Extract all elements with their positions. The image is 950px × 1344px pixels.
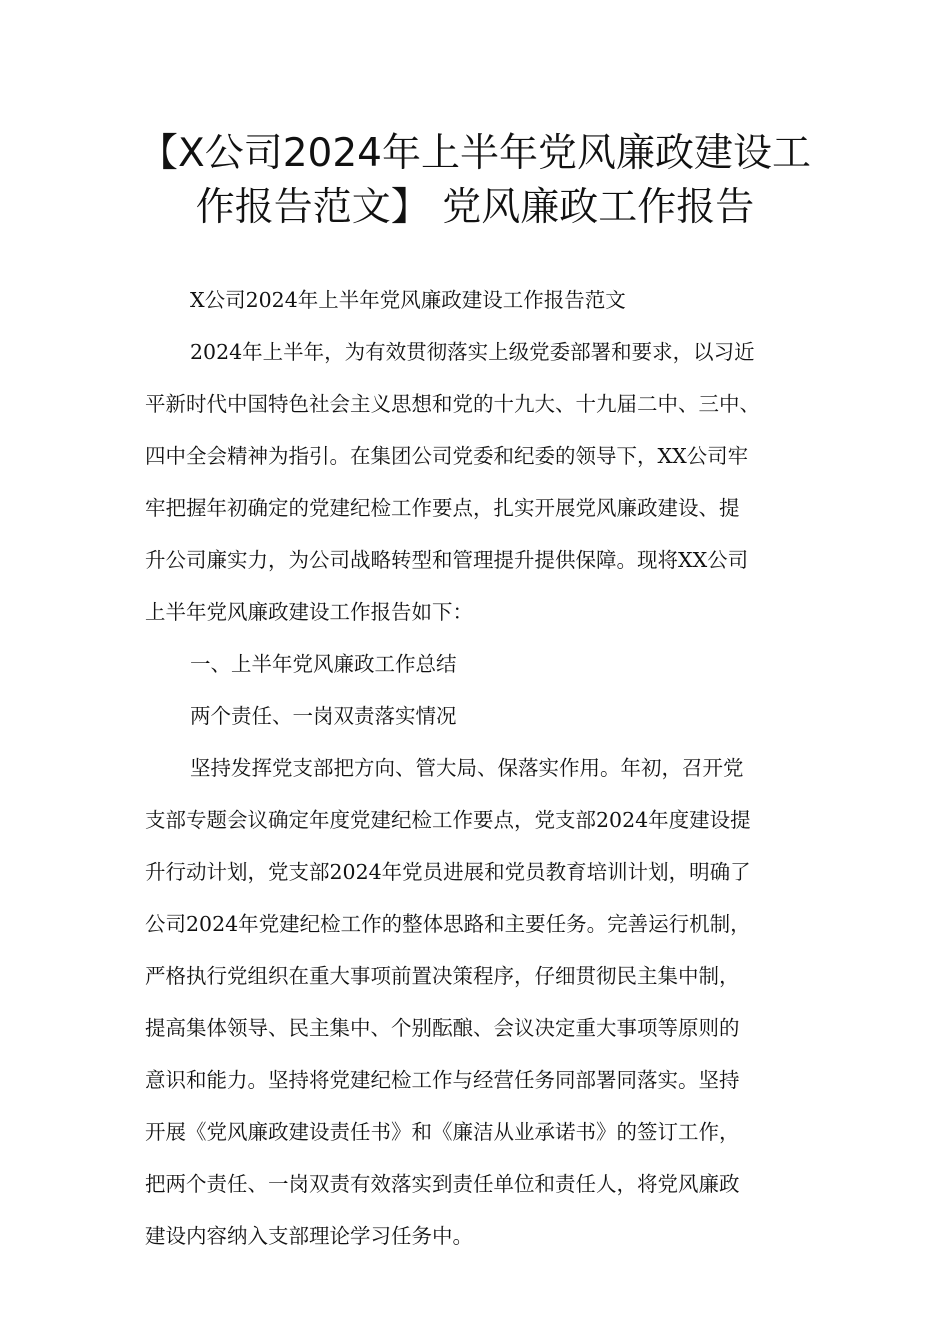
body-line: 升行动计划，党支部2024年党员进展和党员教育培训计划，明确了 <box>145 860 751 884</box>
body-line: 四中全会精神为指引。在集团公司党委和纪委的领导下，XX公司牢 <box>145 444 749 468</box>
subtitle-line: X公司2024年上半年党风廉政建设工作报告范文 <box>190 288 626 312</box>
body-line: 建设内容纳入支部理论学习任务中。 <box>145 1224 473 1248</box>
body-line: 牢把握年初确定的党建纪检工作要点，扎实开展党风廉政建设、提 <box>145 496 740 520</box>
body-line: 2024年上半年，为有效贯彻落实上级党委部署和要求，以习近 <box>190 340 755 364</box>
body-line: 严格执行党组织在重大事项前置决策程序，仔细贯彻民主集中制， <box>145 964 740 988</box>
document-title-line-2: 作报告范文】 党风廉政工作报告 <box>195 185 755 230</box>
body-line: 支部专题会议确定年度党建纪检工作要点，党支部2024年度建设提 <box>145 808 751 832</box>
body-line: 公司2024年党建纪检工作的整体思路和主要任务。完善运行机制， <box>145 912 751 936</box>
body-line: 上半年党风廉政建设工作报告如下： <box>145 600 473 624</box>
section-heading: 一、上半年党风廉政工作总结 <box>190 652 457 676</box>
body-line: 平新时代中国特色社会主义思想和党的十九大、十九届二中、三中、 <box>145 392 760 416</box>
body-line: 提高集体领导、民主集中、个别酝酿、会议决定重大事项等原则的 <box>145 1016 740 1040</box>
subsection-heading: 两个责任、一岗双责落实情况 <box>190 704 457 728</box>
body-line: 坚持发挥党支部把方向、管大局、保落实作用。年初，召开党 <box>190 756 744 780</box>
body-line: 意识和能力。坚持将党建纪检工作与经营任务同部署同落实。坚持 <box>145 1068 740 1092</box>
body-line: 把两个责任、一岗双责有效落实到责任单位和责任人，将党风廉政 <box>145 1172 740 1196</box>
body-line: 升公司廉实力，为公司战略转型和管理提升提供保障。现将XX公司 <box>145 548 749 572</box>
body-line: 开展《党风廉政建设责任书》和《廉洁从业承诺书》的签订工作， <box>145 1120 740 1144</box>
document-title-line-1: 【X公司2024年上半年党风廉政建设工 <box>139 131 811 176</box>
